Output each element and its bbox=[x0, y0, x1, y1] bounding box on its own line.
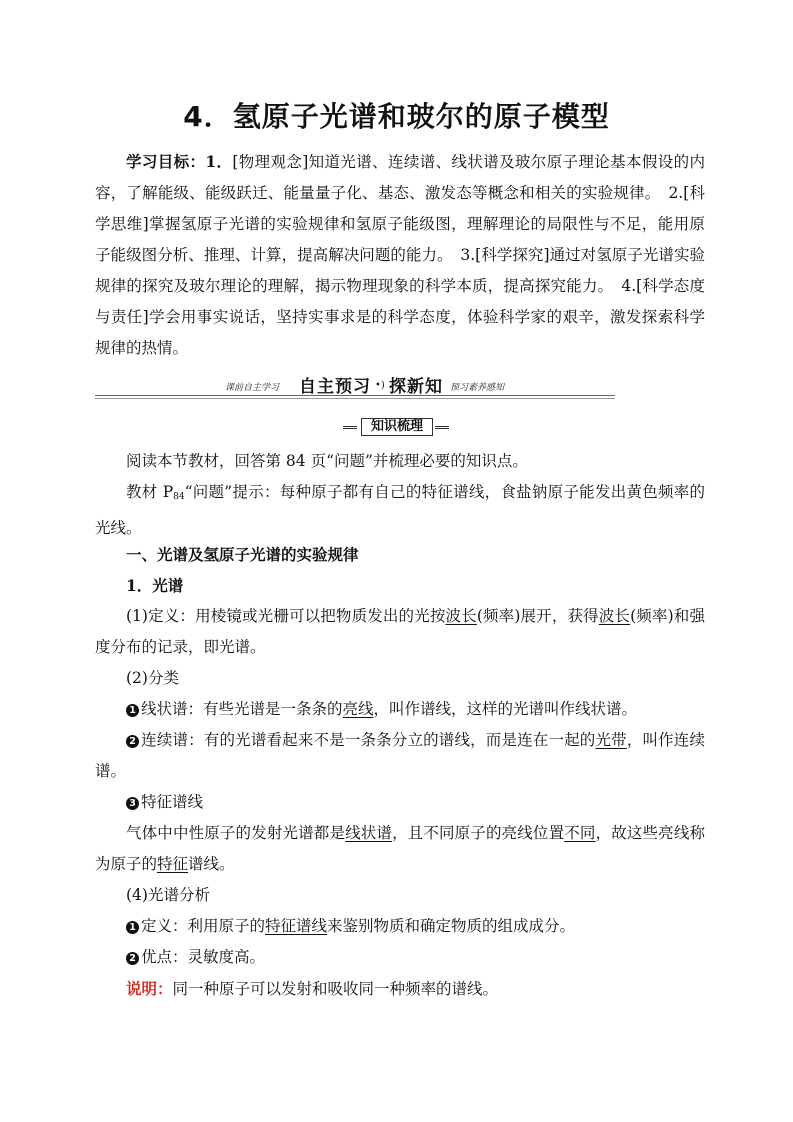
analysis-definition bbox=[95, 911, 705, 942]
gas-underline-2: 不同 bbox=[564, 824, 596, 842]
characteristic-lines-heading bbox=[95, 787, 705, 818]
heading-rule-right bbox=[435, 426, 449, 429]
cont-underline: 光带 bbox=[595, 731, 627, 749]
cont-text-a: 连续谱：有的光谱看起来不是一条条分立的谱线，而是连在一起的 bbox=[141, 731, 596, 749]
line-text-b: ，叫作谱线，这样的光谱叫作线状谱。 bbox=[373, 700, 638, 718]
adv-text: 优点：灵敏度高。 bbox=[141, 948, 266, 966]
classification-text: (2)分类 bbox=[126, 669, 179, 687]
banner-left-caption: 课前自主学习 bbox=[225, 383, 280, 393]
circled-number-icon: 3 bbox=[126, 797, 139, 810]
gas-paragraph bbox=[95, 818, 705, 880]
definition-paragraph bbox=[95, 601, 705, 663]
gas-text-c: ，故这些亮线称为原子的 bbox=[95, 824, 705, 873]
def-text-b: (频率)展开，获得 bbox=[476, 607, 599, 625]
intro-text: 阅读本节教材，回答第 84 页“问题”并梳理必要的知识点。 bbox=[126, 452, 528, 470]
analysis-heading bbox=[95, 880, 705, 911]
circled-number-icon: 2 bbox=[126, 735, 139, 748]
section-heading-1-text: 一、光谱及氢原子光谱的实验规律 bbox=[126, 545, 359, 564]
learning-objectives bbox=[95, 146, 705, 364]
knowledge-heading-label: 知识梳理 bbox=[361, 418, 433, 436]
heading-rule-left bbox=[343, 426, 357, 429]
note-paragraph bbox=[95, 973, 705, 1005]
hint-text-b: “问题”提示：每种原子都有自己的特征谱线，食盐钠原子能发出黄色频率的光线。 bbox=[95, 483, 705, 537]
subheading-spectrum-text: 1．光谱 bbox=[126, 576, 184, 595]
banner-right-caption: 预习素养感知 bbox=[450, 383, 505, 393]
analysis-text: (4)光谱分析 bbox=[126, 886, 210, 904]
banner-rule bbox=[95, 395, 615, 396]
hint-page-sub: 84 bbox=[173, 492, 185, 502]
note-text: 同一种原子可以发射和吸收同一种频率的谱线。 bbox=[172, 980, 499, 998]
def-underline-1: 波长 bbox=[445, 607, 477, 625]
def-text-a: (1)定义：用棱镜或光栅可以把物质发出的光按 bbox=[126, 607, 446, 625]
gas-text-d: 谱线。 bbox=[188, 855, 235, 873]
circled-number-icon: 1 bbox=[126, 921, 139, 934]
analysis-advantage bbox=[95, 942, 705, 973]
classification-heading bbox=[95, 663, 705, 694]
hint-text-a: 教材 P bbox=[126, 483, 174, 501]
gas-text-b: ，且不同原子的亮线位置 bbox=[392, 824, 565, 842]
line-underline: 亮线 bbox=[342, 700, 374, 718]
gas-underline-1: 线状谱 bbox=[345, 824, 393, 842]
continuous-spectrum-item bbox=[95, 725, 705, 787]
page-title: 4．氢原子光谱和玻尔的原子模型 bbox=[183, 100, 610, 133]
banner-main-left: 自主预习 bbox=[299, 377, 371, 397]
def-text-c: (频率)和强度分布的记录，即光谱。 bbox=[95, 607, 705, 656]
char-text: 特征谱线 bbox=[141, 793, 204, 811]
def-underline-2: 波长 bbox=[598, 607, 631, 625]
section-banner bbox=[95, 370, 615, 400]
hint-paragraph bbox=[95, 477, 705, 544]
section-heading-1 bbox=[95, 539, 705, 570]
ad-underline: 特征谱线 bbox=[265, 917, 328, 935]
banner-dot-icon: •) bbox=[375, 380, 385, 391]
note-label: 说明： bbox=[126, 979, 173, 998]
line-text-a: 线状谱：有些光谱是一条条的 bbox=[141, 700, 343, 718]
objectives-text: [物理观念]知道光谱、连续谱、线状谱及玻尔原子理论基本假设的内容，了解能级、能级跃迁、能量量子化、基态、激发态等概念和相关的实验规律。 2.[科学思维]掌握氢原子光谱的实验规律和氢原子能级图，理解理论的局限性与不足，能用原子能级图分析、推理、计算，提高解决问题的能力。 3.[科学探究]通过对氢原子光谱实验规律的探究及玻尔理论的理解，揭示物理现象的科学本质，提高探究能力。 4.[科学态度与责任]学会用事实说话，坚持实事求是的科学态度，体验科学家的艰辛，激发探索科学规律的热情。 bbox=[95, 153, 705, 357]
banner-rule-secondary bbox=[95, 398, 615, 399]
subheading-spectrum bbox=[95, 570, 705, 601]
circled-number-icon: 1 bbox=[126, 704, 139, 717]
line-spectrum-item bbox=[95, 694, 705, 725]
circled-number-icon: 2 bbox=[126, 952, 139, 965]
ad-text-a: 定义：利用原子的 bbox=[141, 917, 266, 935]
gas-underline-3: 特征 bbox=[157, 855, 189, 873]
banner-main-right: 探新知 bbox=[389, 377, 443, 397]
cont-text-b: ，叫作连续谱。 bbox=[95, 731, 705, 780]
intro-paragraph bbox=[95, 446, 705, 477]
objectives-label: 学习目标：1． bbox=[126, 152, 233, 171]
gas-text-a: 气体中中性原子的发射光谱都是 bbox=[126, 824, 346, 842]
ad-text-b: 来鉴别物质和确定物质的组成成分。 bbox=[327, 917, 576, 935]
